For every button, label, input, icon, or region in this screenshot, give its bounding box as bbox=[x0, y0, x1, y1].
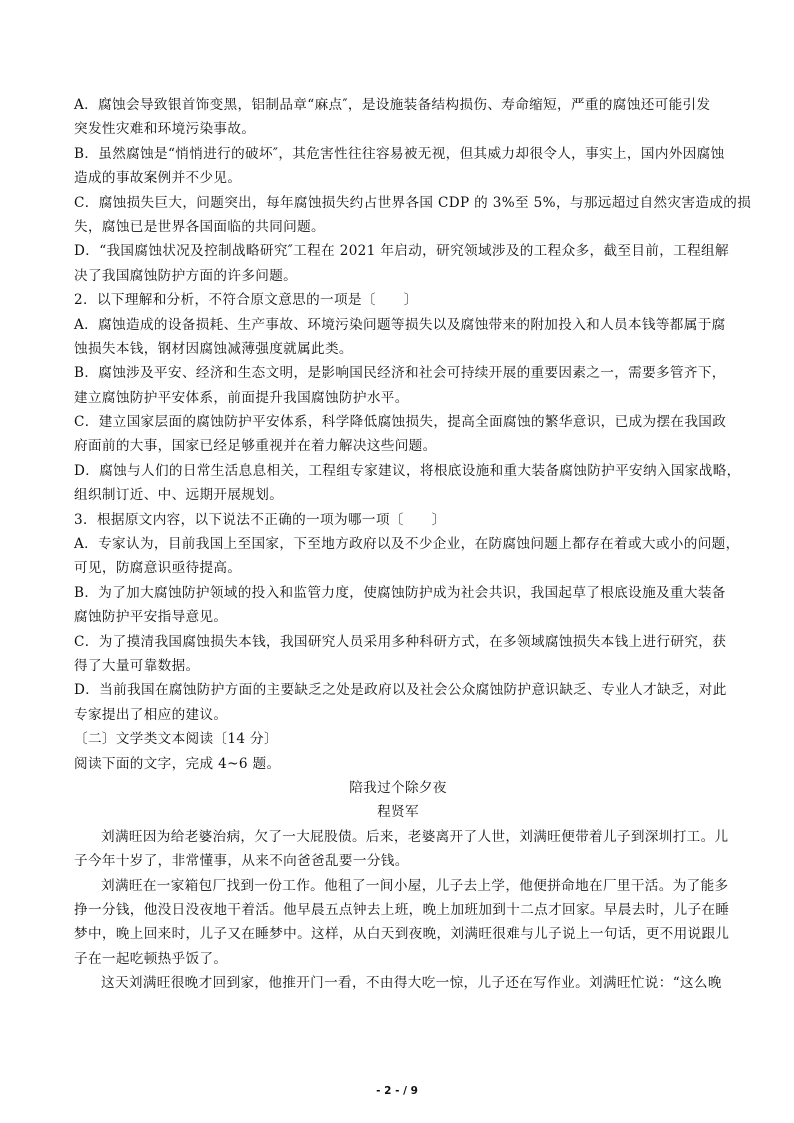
option-c-line-1: C．腐蚀损失巨大，问题突出，每年腐蚀损失约占世界各国 CDP 的 3%至 5%，与那远超过自然灾害造成的损 bbox=[74, 194, 752, 211]
option-d-line-1: D．“我国腐蚀状况及控制战略研究″工程在 2021 年启动，研究领域涉及的工程众多，截至目前，工程组解 bbox=[74, 243, 729, 260]
paragraph-3-line-1: 这天刘满旺很晚才回到家，他推开门一看，不由得大吃一惊，儿子还在写作业。刘满旺忙说：“这么晚 bbox=[101, 975, 722, 992]
paragraph-2-line-2: 挣一分钱，他没日没夜地干着活。他早晨五点钟去上班，晚上加班加到十二点才回家。早晨去时，儿子在睡 bbox=[74, 901, 730, 918]
q2-option-a-line-1: A．腐蚀造成的设备损耗、生产事故、环境污染问题等损失以及腐蚀带来的附加投入和人员本钱等都属于腐 bbox=[74, 316, 726, 333]
q3-option-c-line-1: C．为了摸清我国腐蚀损失本钱，我国研究人员采用多种科研方式，在多领域腐蚀损失本钱上进行研究，获 bbox=[74, 633, 727, 650]
q2-option-d-line-1: D．腐蚀与人们的日常生活息息相关，工程组专家建议，将根底设施和重大装备腐蚀防护平安纳入国家战略， bbox=[74, 462, 741, 479]
question-2: 2．以下理解和分析，不符合原文意思的一项是〔 〕 bbox=[74, 292, 418, 309]
q3-option-a-line-2: 可见，防腐意识亟待提高。 bbox=[74, 560, 242, 577]
q3-option-b-line-2: 腐蚀防护平安指导意见。 bbox=[74, 609, 228, 626]
paragraph-1-line-1: 刘满旺因为给老婆治病，欠了一大屁股债。后来，老婆离开了人世，刘满旺便带着儿子到深圳打工。儿 bbox=[101, 828, 729, 845]
option-a-line-1: A．腐蚀会导致银首饰变黑，铝制品章“麻点″，是设施装备结构损伤、寿命缩短，严重的腐蚀还可能引发 bbox=[74, 97, 711, 113]
q2-option-c-line-2: 府面前的大事，国家已经足够重视并在着力解决这些问题。 bbox=[74, 438, 437, 455]
option-b-line-2: 造成的事故案例并不少见。 bbox=[74, 170, 242, 187]
q2-option-d-line-2: 组织制订近、中、远期开展规划。 bbox=[74, 487, 284, 504]
story-title: 陪我过个除夕夜 bbox=[349, 779, 447, 796]
page-number: - 2 - / 9 bbox=[376, 1085, 418, 1097]
q3-option-d-line-1: D．当前我国在腐蚀防护方面的主要缺乏之处是政府以及社会公众腐蚀防护意识缺乏、专业人才缺乏，对此 bbox=[74, 682, 727, 699]
section-instruction: 阅读下面的文字，完成 4~6 题。 bbox=[74, 755, 281, 772]
document-body bbox=[74, 93, 752, 995]
paragraph-2-line-4: 子在一起吃顿热乎饭了。 bbox=[74, 950, 228, 967]
paragraph-2-line-3: 梦中，晚上回来时，儿子又在睡梦中。这样，从白天到夜晚，刘满旺很难与儿子说上一句话，更不用说跟儿 bbox=[74, 926, 730, 943]
q2-option-c-line-1: C．建立国家层面的腐蚀防护平安体系，科学降低腐蚀损失，提高全面腐蚀的繁华意识，已成为摆在我国政 bbox=[74, 414, 727, 431]
q2-option-b-line-1: B．腐蚀涉及平安、经济和生态文明，是影响国民经济和社会可持续开展的重要因素之一，需要多管齐下， bbox=[74, 365, 726, 382]
option-d-line-2: 决了我国腐蚀防护方面的许多问题。 bbox=[74, 267, 298, 284]
option-c-line-2: 失，腐蚀已是世界各国面临的共同问题。 bbox=[74, 218, 325, 235]
q3-option-a-line-1: A．专家认为，目前我国上至国家，下至地方政府以及不少企业，在防腐蚀问题上都存在着或大或小的问题， bbox=[74, 536, 740, 553]
story-author: 程贤军 bbox=[377, 804, 419, 821]
q3-option-d-line-2: 专家提出了相应的建议。 bbox=[74, 706, 228, 723]
option-b-line-1: B．虽然腐蚀是“悄悄进行的破坏″，其危害性往往容易被无视，但其威力却很令人，事实上，国内外因腐蚀 bbox=[74, 145, 725, 162]
paragraph-2-line-1: 刘满旺在一家箱包厂找到一份工作。他租了一间小屋，儿子去上学，他便拼命地在厂里干活。为了能多 bbox=[101, 877, 729, 894]
question-3: 3．根据原文内容，以下说法不正确的一项为哪一项〔 〕 bbox=[74, 511, 446, 528]
q2-option-b-line-2: 建立腐蚀防护平安体系，前面提升我国腐蚀防护水平。 bbox=[74, 389, 409, 406]
q3-option-b-line-1: B．为了加大腐蚀防护领域的投入和监管力度，使腐蚀防护成为社会共识，我国起草了根底设施及重大装备 bbox=[74, 584, 726, 601]
q3-option-c-line-2: 得了大量可靠数据。 bbox=[74, 657, 200, 674]
section-heading: 〔二〕文学类文本阅读〔14 分〕 bbox=[74, 731, 278, 748]
paragraph-1-line-2: 子今年十岁了，非常懂事，从来不向爸爸乱要一分钱。 bbox=[74, 853, 409, 870]
q2-option-a-line-2: 蚀损失本钱，钢材因腐蚀减薄强度就属此类。 bbox=[74, 340, 353, 357]
option-a-line-2: 突发性灾难和环境污染事故。 bbox=[74, 121, 256, 138]
